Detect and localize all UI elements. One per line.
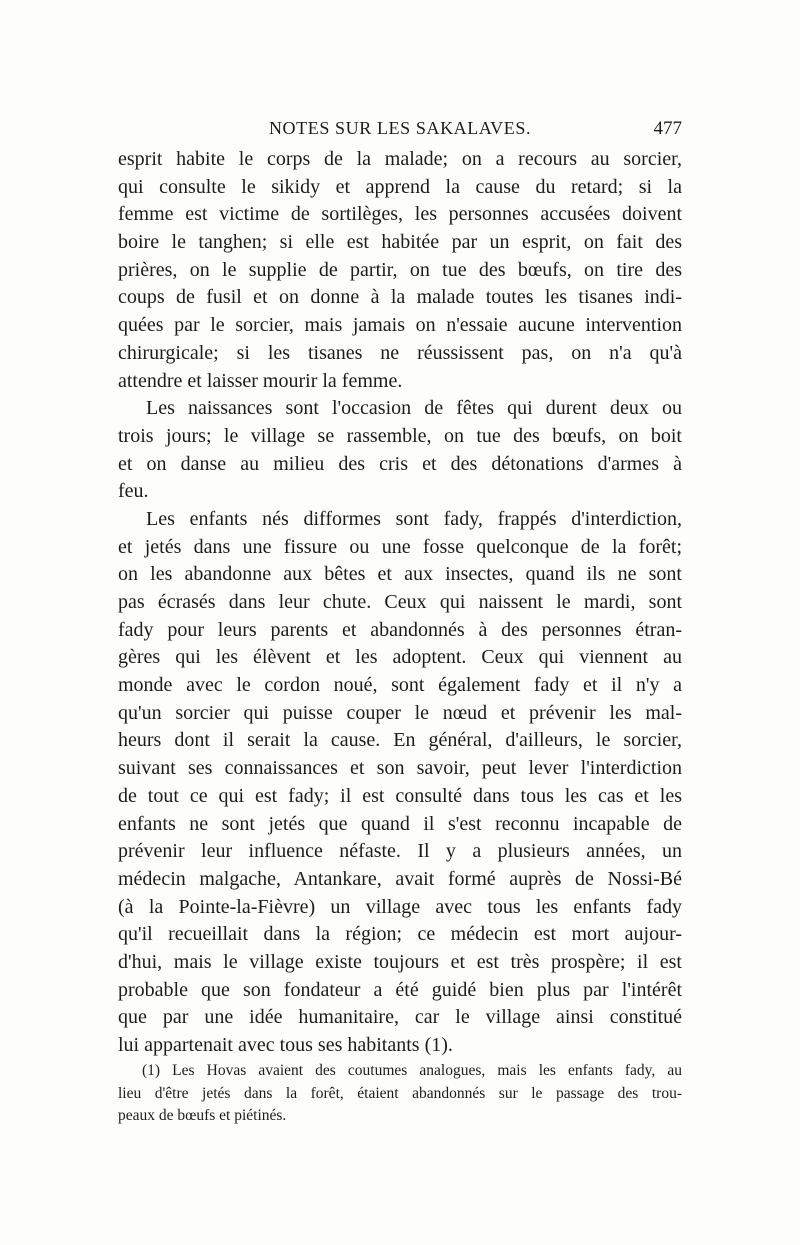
- text-line: attendre et laisser mourir la femme.: [118, 369, 403, 392]
- text-line: on les abandonne aux bêtes et aux insectes, quand ils ne sont: [118, 563, 682, 586]
- text-line: Les enfants nés difformes sont fady, frappés d'interdiction,: [146, 507, 682, 530]
- footnote: [118, 1060, 682, 1128]
- text-line: Les naissances sont l'occasion de fêtes qui durent deux ou: [146, 397, 682, 420]
- text-line: prévenir leur influence néfaste. Il y a plusieurs années, un: [118, 840, 682, 863]
- text-line: (à la Pointe-la-Fièvre) un village avec tous les enfants fady: [118, 895, 682, 918]
- footnote-line: (1) Les Hovas avaient des coutumes analogues, mais les enfants fady, au: [142, 1062, 682, 1079]
- text-line: médecin malgache, Antankare, avait formé auprès de Nossi-Bé: [118, 867, 682, 890]
- text-line: coups de fusil et on donne à la malade toutes les tisanes indi-: [118, 286, 682, 309]
- text-line: et jetés dans une fissure ou une fosse quelconque de la forêt;: [118, 535, 682, 558]
- text-line: heurs dont il serait la cause. En général, d'ailleurs, le sorcier,: [118, 729, 682, 752]
- text-line: suivant ses connaissances et son savoir, peut lever l'interdiction: [118, 757, 682, 780]
- text-line: qu'il recueillait dans la région; ce médecin est mort aujour-: [118, 923, 682, 946]
- text-line: prières, on le supplie de partir, on tue des bœufs, on tire des: [118, 258, 682, 281]
- footnote-line: peaux de bœufs et piétinés.: [118, 1107, 287, 1124]
- text-line: boire le tanghen; si elle est habitée par un esprit, on fait des: [118, 231, 682, 254]
- text-line: et on danse au milieu des cris et des détonations d'armes à: [118, 452, 682, 475]
- text-line: femme est victime de sortilèges, les personnes accusées doivent: [118, 203, 682, 226]
- text-line: gères qui les élèvent et les adoptent. Ceux qui viennent au: [118, 646, 682, 669]
- text-line: probable que son fondateur a été guidé bien plus par l'intérêt: [118, 978, 682, 1001]
- footnote-line: lieu d'être jetés dans la forêt, étaient abandonnés sur le passage des trou-: [118, 1084, 682, 1102]
- text-line: esprit habite le corps de la malade; on a recours au sorcier,: [118, 148, 682, 170]
- text-line: qu'un sorcier qui puisse couper le nœud et prévenir les mal-: [118, 701, 682, 724]
- body-text: [118, 146, 682, 1060]
- running-head: [118, 118, 682, 142]
- page-title: NOTES SUR LES SAKALAVES.: [268, 118, 532, 138]
- text-line: trois jours; le village se rassemble, on tue des bœufs, on boit: [118, 424, 682, 447]
- text-line: lui appartenait avec tous ses habitants (1).: [118, 1034, 453, 1056]
- text-line: que par une idée humanitaire, car le village ainsi constitué: [118, 1006, 682, 1029]
- text-line: quées par le sorcier, mais jamais on n'essaie aucune intervention: [118, 314, 682, 337]
- text-line: qui consulte le sikidy et apprend la cause du retard; si la: [118, 175, 682, 198]
- text-line: enfants ne sont jetés que quand il s'est reconnu incapable de: [118, 812, 682, 835]
- text-line: monde avec le cordon noué, sont également fady et il n'y a: [118, 674, 682, 697]
- text-line: de tout ce qui est fady; il est consulté dans tous les cas et les: [118, 784, 682, 807]
- page-number: 477: [653, 118, 682, 139]
- text-line: fady pour leurs parents et abandonnés à des personnes étran-: [118, 618, 682, 641]
- text-line: pas écrasés dans leur chute. Ceux qui naissent le mardi, sont: [118, 591, 682, 613]
- text-line: chirurgicale; si les tisanes ne réussissent pas, on n'a qu'à: [118, 341, 682, 364]
- text-line: feu.: [118, 480, 149, 503]
- text-line: d'hui, mais le village existe toujours et est très prospère; il est: [118, 950, 682, 973]
